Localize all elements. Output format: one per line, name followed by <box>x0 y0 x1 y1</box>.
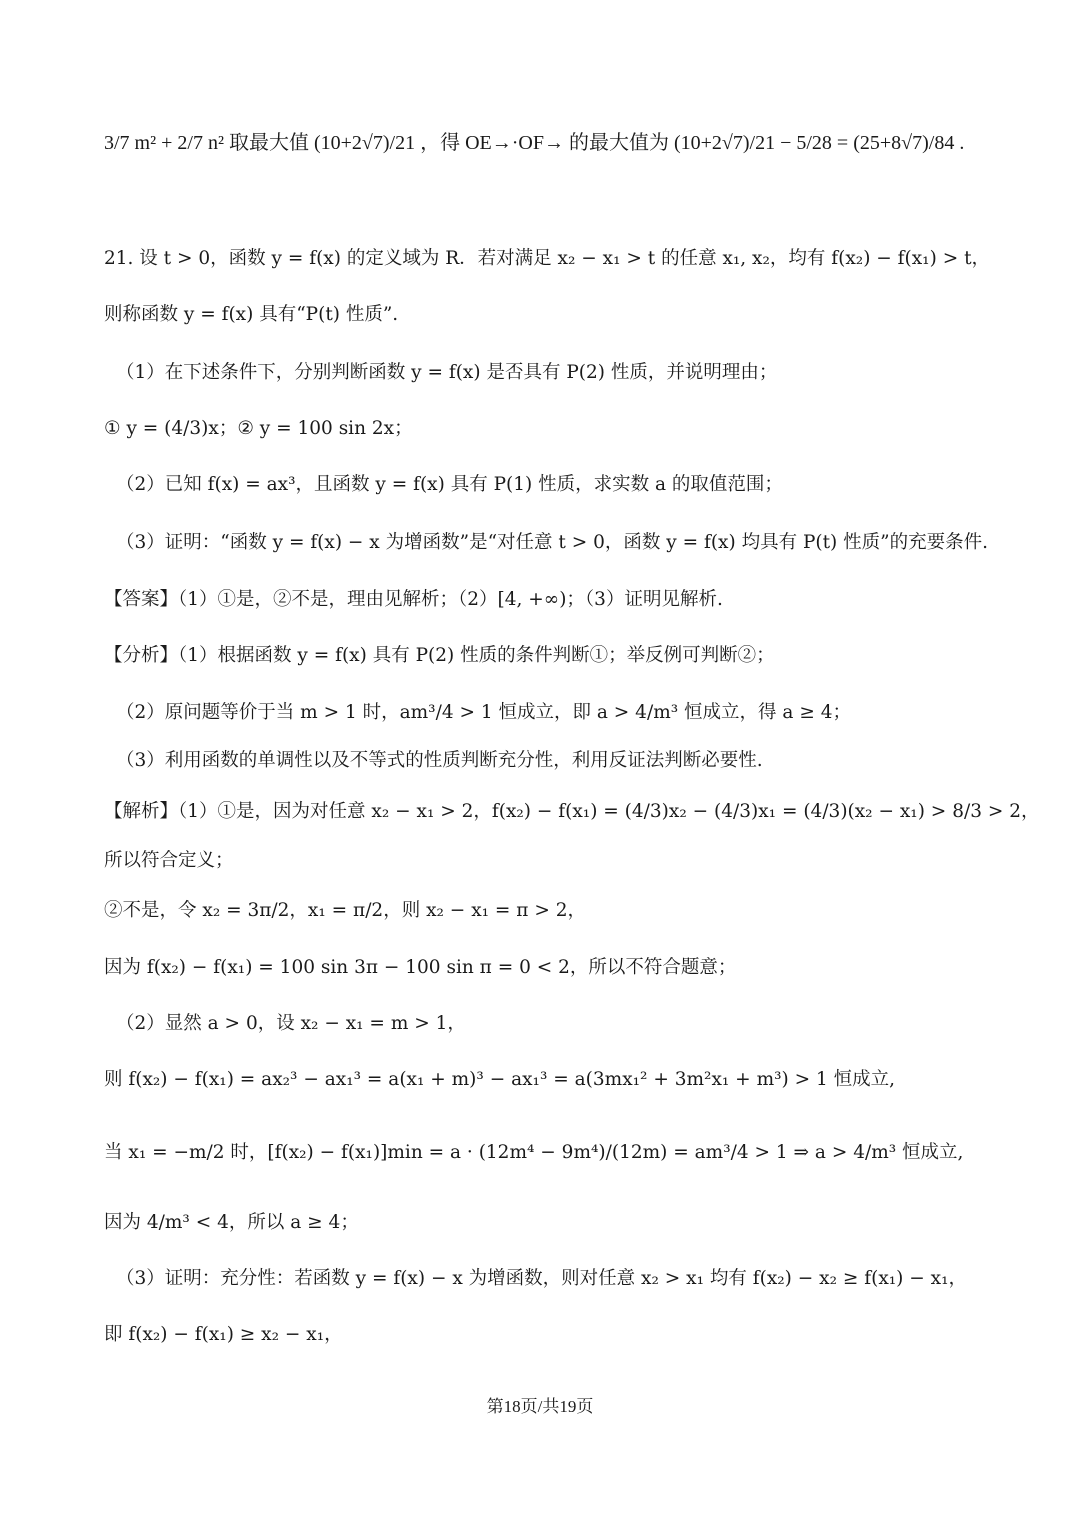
line-13: 所以符合定义； <box>104 850 234 871</box>
line-6: （2）已知 f(x) = ax³，且函数 y = f(x) 具有 P(1) 性质，求实数 a 的取值范围； <box>116 474 783 495</box>
line-7: （3）证明：“函数 y = f(x) − x 为增函数”是“对任意 t > 0，函数 y = f(x) 均具有 P(t) 性质”的充要条件. <box>116 532 988 553</box>
line-10: （2）原问题等价于当 m > 1 时，am³/4 > 1 恒成立，即 a > 4/m³ 恒成立，得 a ≥ 4； <box>116 702 851 723</box>
line-11: （3）利用函数的单调性以及不等式的性质判断充分性，利用反证法判断必要性. <box>116 750 763 771</box>
line-15: 因为 f(x₂) − f(x₁) = 100 sin 3π − 100 sin π = 0 < 2，所以不符合题意； <box>104 957 737 978</box>
line-5: ① y = (4/3)x；② y = 100 sin 2x； <box>104 418 413 439</box>
line-21: 即 f(x₂) − f(x₁) ≥ x₂ − x₁， <box>104 1324 343 1345</box>
line-8: 【答案】（1）①是，②不是，理由见解析；（2）[4, +∞)；（3）证明见解析. <box>104 589 723 610</box>
line-1: 3/7 m² + 2/7 n² 取最大值 (10+2√7)/21 ，得 OE→·OF→ 的最大值为 (10+2√7)/21 − 5/28 = (25+8√7)/84 . <box>104 132 965 154</box>
line-19: 因为 4/m³ < 4，所以 a ≥ 4； <box>104 1212 359 1233</box>
line-20: （3）证明：充分性：若函数 y = f(x) − x 为增函数，则对任意 x₂ > x₁ 均有 f(x₂) − x₂ ≥ f(x₁) − x₁， <box>116 1268 968 1289</box>
line-14: ②不是，令 x₂ = 3π/2，x₁ = π/2，则 x₂ − x₁ = π > 2， <box>104 900 586 921</box>
line-4: （1）在下述条件下，分别判断函数 y = f(x) 是否具有 P(2) 性质，并说明理由； <box>116 362 778 383</box>
line-17: 则 f(x₂) − f(x₁) = ax₂³ − ax₁³ = a(x₁ + m)³ − ax₁³ = a(3mx₁² + 3m²x₁ + m³) > 1 恒成立, <box>104 1069 896 1090</box>
line-16: （2）显然 a > 0，设 x₂ − x₁ = m > 1， <box>116 1013 466 1034</box>
line-18: 当 x₁ = −m/2 时，[f(x₂) − f(x₁)]min = a · (12m⁴ − 9m⁴)/(12m) = am³/4 > 1 ⇒ a > 4/m³ 恒成立, <box>104 1142 964 1163</box>
page-footer: 第18页/共19页 <box>486 1397 594 1416</box>
line-12: 【解析】（1）①是，因为对任意 x₂ − x₁ > 2，f(x₂) − f(x₁) = (4/3)x₂ − (4/3)x₁ = (4/3)(x₂ − x₁) > 8/3 > 2， <box>104 801 1040 822</box>
line-9: 【分析】（1）根据函数 y = f(x) 具有 P(2) 性质的条件判断①；举反例可判断②； <box>104 645 775 666</box>
line-2: 21. 设 t > 0，函数 y = f(x) 的定义域为 R．若对满足 x₂ − x₁ > t 的任意 x₁, x₂，均有 f(x₂) − f(x₁) > t， <box>104 248 991 269</box>
line-3: 则称函数 y = f(x) 具有“P(t) 性质”. <box>104 304 399 325</box>
